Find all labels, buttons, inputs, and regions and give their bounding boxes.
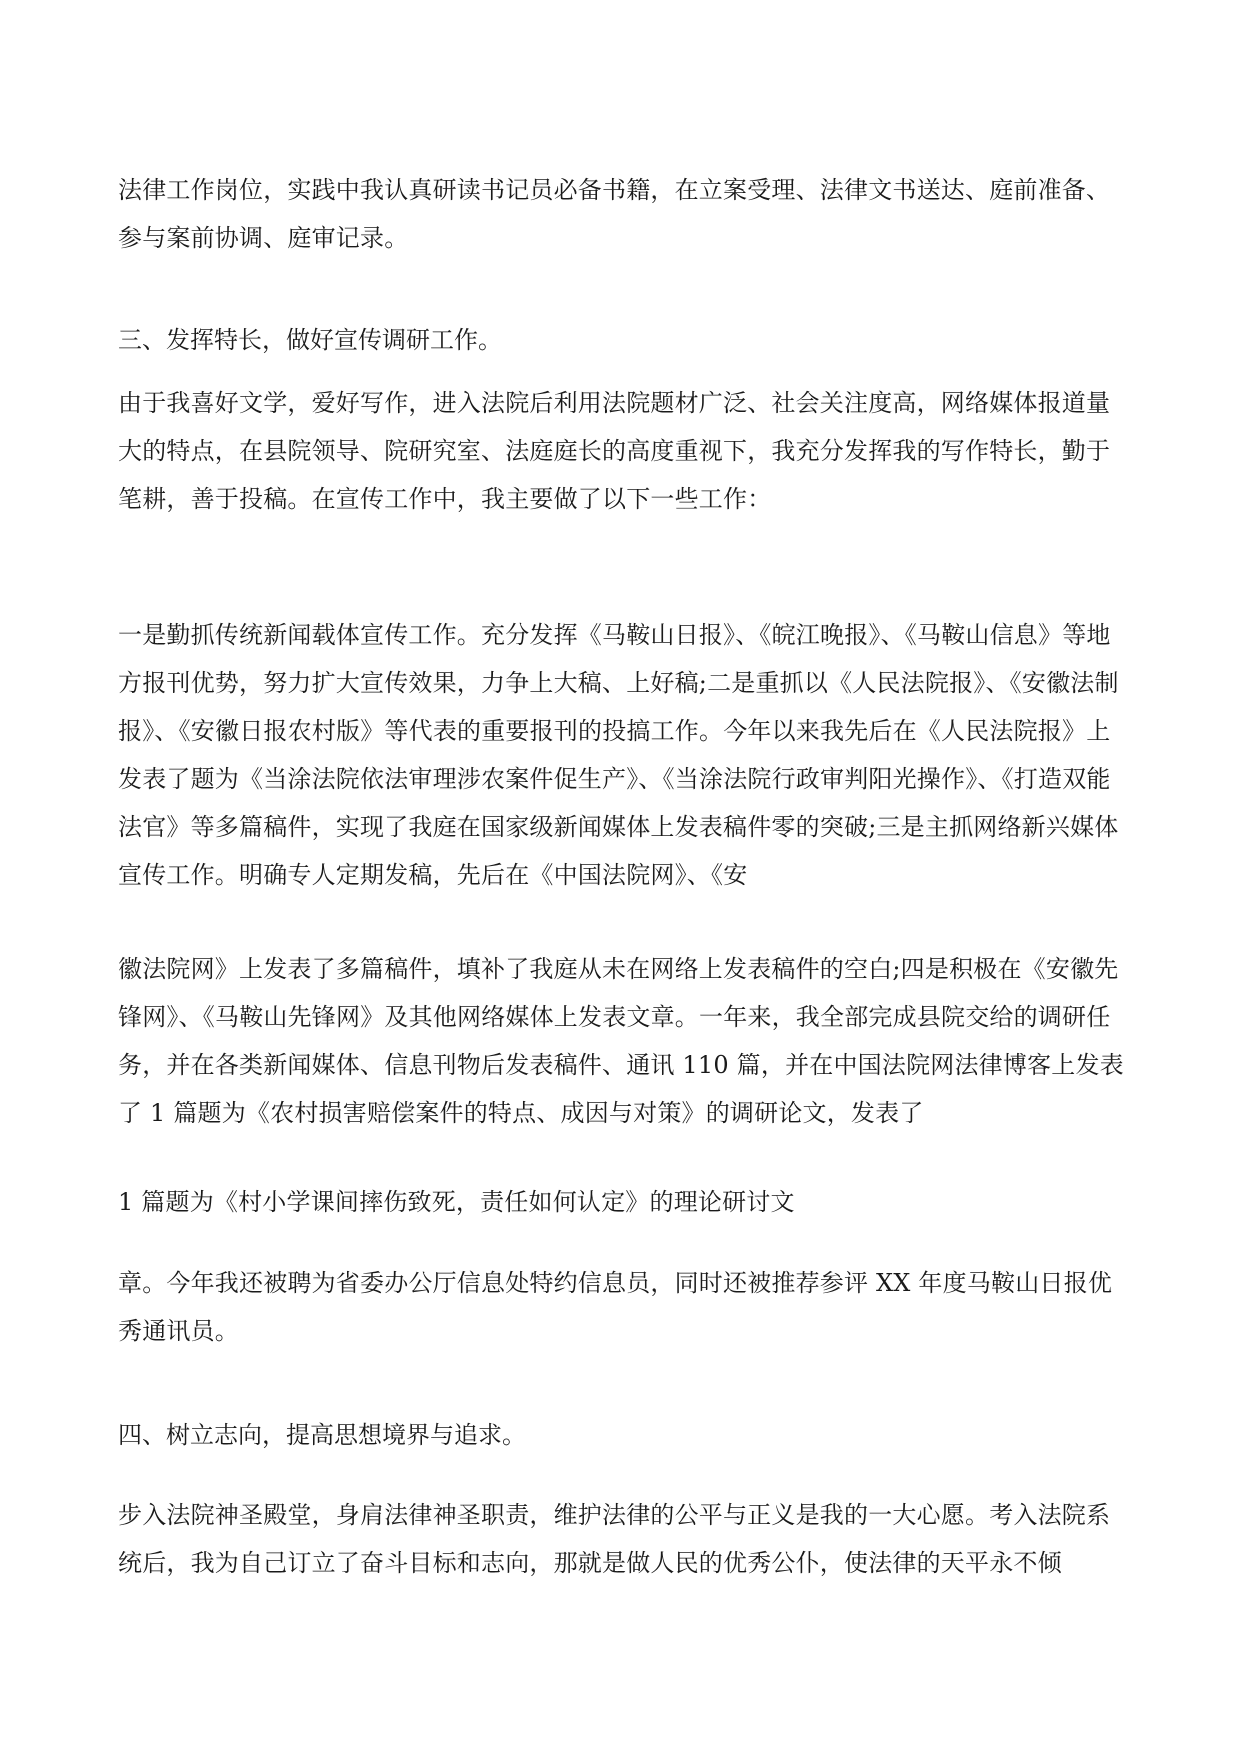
- section-heading-4: 四、树立志向，提高思想境界与追求。: [118, 1421, 526, 1449]
- section-heading-3: 三、发挥特长，做好宣传调研工作。: [118, 326, 502, 354]
- paragraph-writing-strength: 由于我喜好文学，爱好写作，进入法院后利用法院题材广泛、社会关注度高，网络媒体报道量大的特点，在县院领导、院研究室、法庭庭长的高度重视下，我充分发挥我的写作特长，勤于笔耕，善于投稿。在宣传工作中，我主要做了以下一些工作：: [118, 389, 1111, 513]
- paragraph-aspiration: 步入法院神圣殿堂，身肩法律神圣职责，维护法律的公平与正义是我的一大心愿。考入法院系统后，我为自己订立了奋斗目标和志向，那就是做人民的优秀公仆，使法律的天平永不倾: [118, 1501, 1111, 1577]
- paragraph-court-duties: 法律工作岗位，实践中我认真研读书记员必备书籍，在立案受理、法律文书送达、庭前准备、参与案前协调、庭审记录。: [118, 176, 1111, 252]
- paragraph-theory-article: 1 篇题为《村小学课间摔伤致死，责任如何认定》的理论研讨文: [118, 1188, 795, 1216]
- paragraph-publicity-work: 一是勤抓传统新闻载体宣传工作。充分发挥《马鞍山日报》、《皖江晚报》、《马鞍山信息》等地方报刊优势，努力扩大宣传效果，力争上大稿、上好稿;二是重抓以《人民法院报》、《安徽法制报》、《安徽日报农村版》等代表的重要报刊的投搞工作。今年以来我先后在《人民法院报》上发表了题为《当涂法院依法审理涉农案件促生产》、《当涂法院行政审判阳光操作》、《打造双能法官》等多篇稿件，实现了我庭在国家级新闻媒体上发表稿件零的突破;三是主抓网络新兴媒体宣传工作。明确专人定期发稿，先后在《中国法院网》、《安: [118, 621, 1119, 889]
- paragraph-online-publishing: 徽法院网》上发表了多篇稿件，填补了我庭从未在网络上发表稿件的空白;四是积极在《安徽先锋网》、《马鞍山先锋网》及其他网络媒体上发表文章。一年来，我全部完成县院交给的调研任务，并在各类新闻媒体、信息刊物后发表稿件、通讯 110 篇，并在中国法院网法律博客上发表了 1 篇题为《农村损害赔偿案件的特点、成因与对策》的调研论文，发表了: [118, 955, 1124, 1127]
- paragraph-correspondent: 章。今年我还被聘为省委办公厅信息处特约信息员，同时还被推荐参评 XX 年度马鞍山日报优秀通讯员。: [118, 1269, 1113, 1345]
